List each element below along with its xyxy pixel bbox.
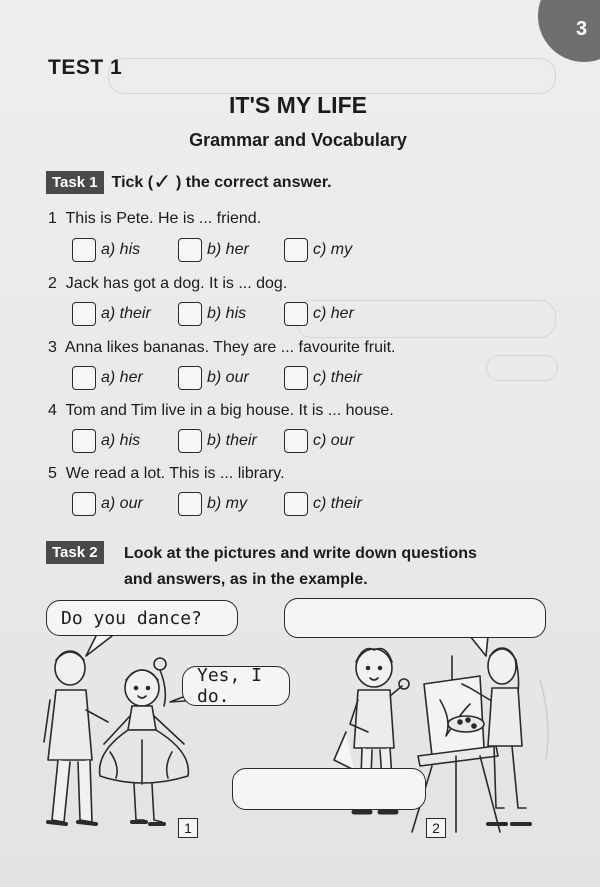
picture-number-1: 1 — [178, 818, 198, 838]
page-number: 3 — [576, 18, 588, 40]
option-label: b) my — [207, 495, 247, 512]
speech-bubble-question — [46, 600, 238, 636]
boy-figure — [44, 651, 108, 824]
question-number: 3 — [48, 339, 57, 356]
option-label: b) his — [207, 305, 247, 322]
bubble-tail — [334, 732, 354, 770]
page-subtitle: Grammar and Vocabulary — [189, 130, 407, 150]
speech-bubble-answer — [182, 666, 290, 706]
question-number: 1 — [48, 210, 57, 227]
option-label: a) her — [101, 369, 143, 386]
option-label: a) his — [101, 241, 141, 258]
speech-bubble-empty-answer[interactable] — [232, 768, 426, 810]
bubble-question-text: Do you dance? — [61, 607, 202, 629]
question-text: Jack has got a dog. It is ... dog. — [65, 275, 288, 292]
option-label: c) their — [313, 495, 362, 512]
question-text: This is Pete. He is ... friend. — [65, 210, 262, 227]
bubble-answer-text: Yes, I do. — [197, 665, 263, 707]
option-label: b) their — [207, 432, 257, 449]
question-text: We read a lot. This is ... library. — [65, 465, 285, 482]
task1-instruction-post: ) the correct answer. — [175, 173, 332, 191]
page-title: IT'S MY LIFE — [229, 92, 367, 118]
picture-number-2: 2 — [426, 818, 446, 838]
option-label: c) our — [313, 432, 354, 449]
option-label: c) their — [313, 369, 362, 386]
task2-tag: Task 2 — [46, 541, 104, 564]
option-label: b) our — [207, 369, 249, 386]
tick-icon: ✓ — [153, 168, 172, 194]
bubble-tail — [470, 636, 488, 656]
dancing-girl-figure — [100, 658, 189, 824]
task2-instruction-line2: and answers, as in the example. — [124, 571, 368, 588]
question-number: 5 — [48, 465, 57, 482]
test-label: TEST 1 — [48, 56, 123, 79]
option-label: c) her — [313, 305, 354, 322]
question-number: 4 — [48, 402, 57, 419]
task1-instruction-pre: Tick ( — [111, 173, 154, 191]
easel-painting — [412, 656, 500, 832]
option-label: a) his — [101, 432, 141, 449]
option-label: a) their — [101, 305, 151, 322]
question-text: Anna likes bananas. They are ... favourite fruit. — [64, 339, 396, 356]
task2-instruction-line1: Look at the pictures and write down questions — [124, 545, 477, 562]
bubble-tail — [86, 636, 112, 656]
speech-bubble-empty-question[interactable] — [284, 598, 546, 638]
question-number: 2 — [48, 275, 57, 292]
option-label: b) her — [207, 241, 249, 258]
option-label: a) our — [101, 495, 143, 512]
task1-tag: Task 1 — [46, 171, 104, 194]
option-label: c) my — [313, 241, 353, 258]
question-text: Tom and Tim live in a big house. It is ... house. — [65, 402, 394, 419]
